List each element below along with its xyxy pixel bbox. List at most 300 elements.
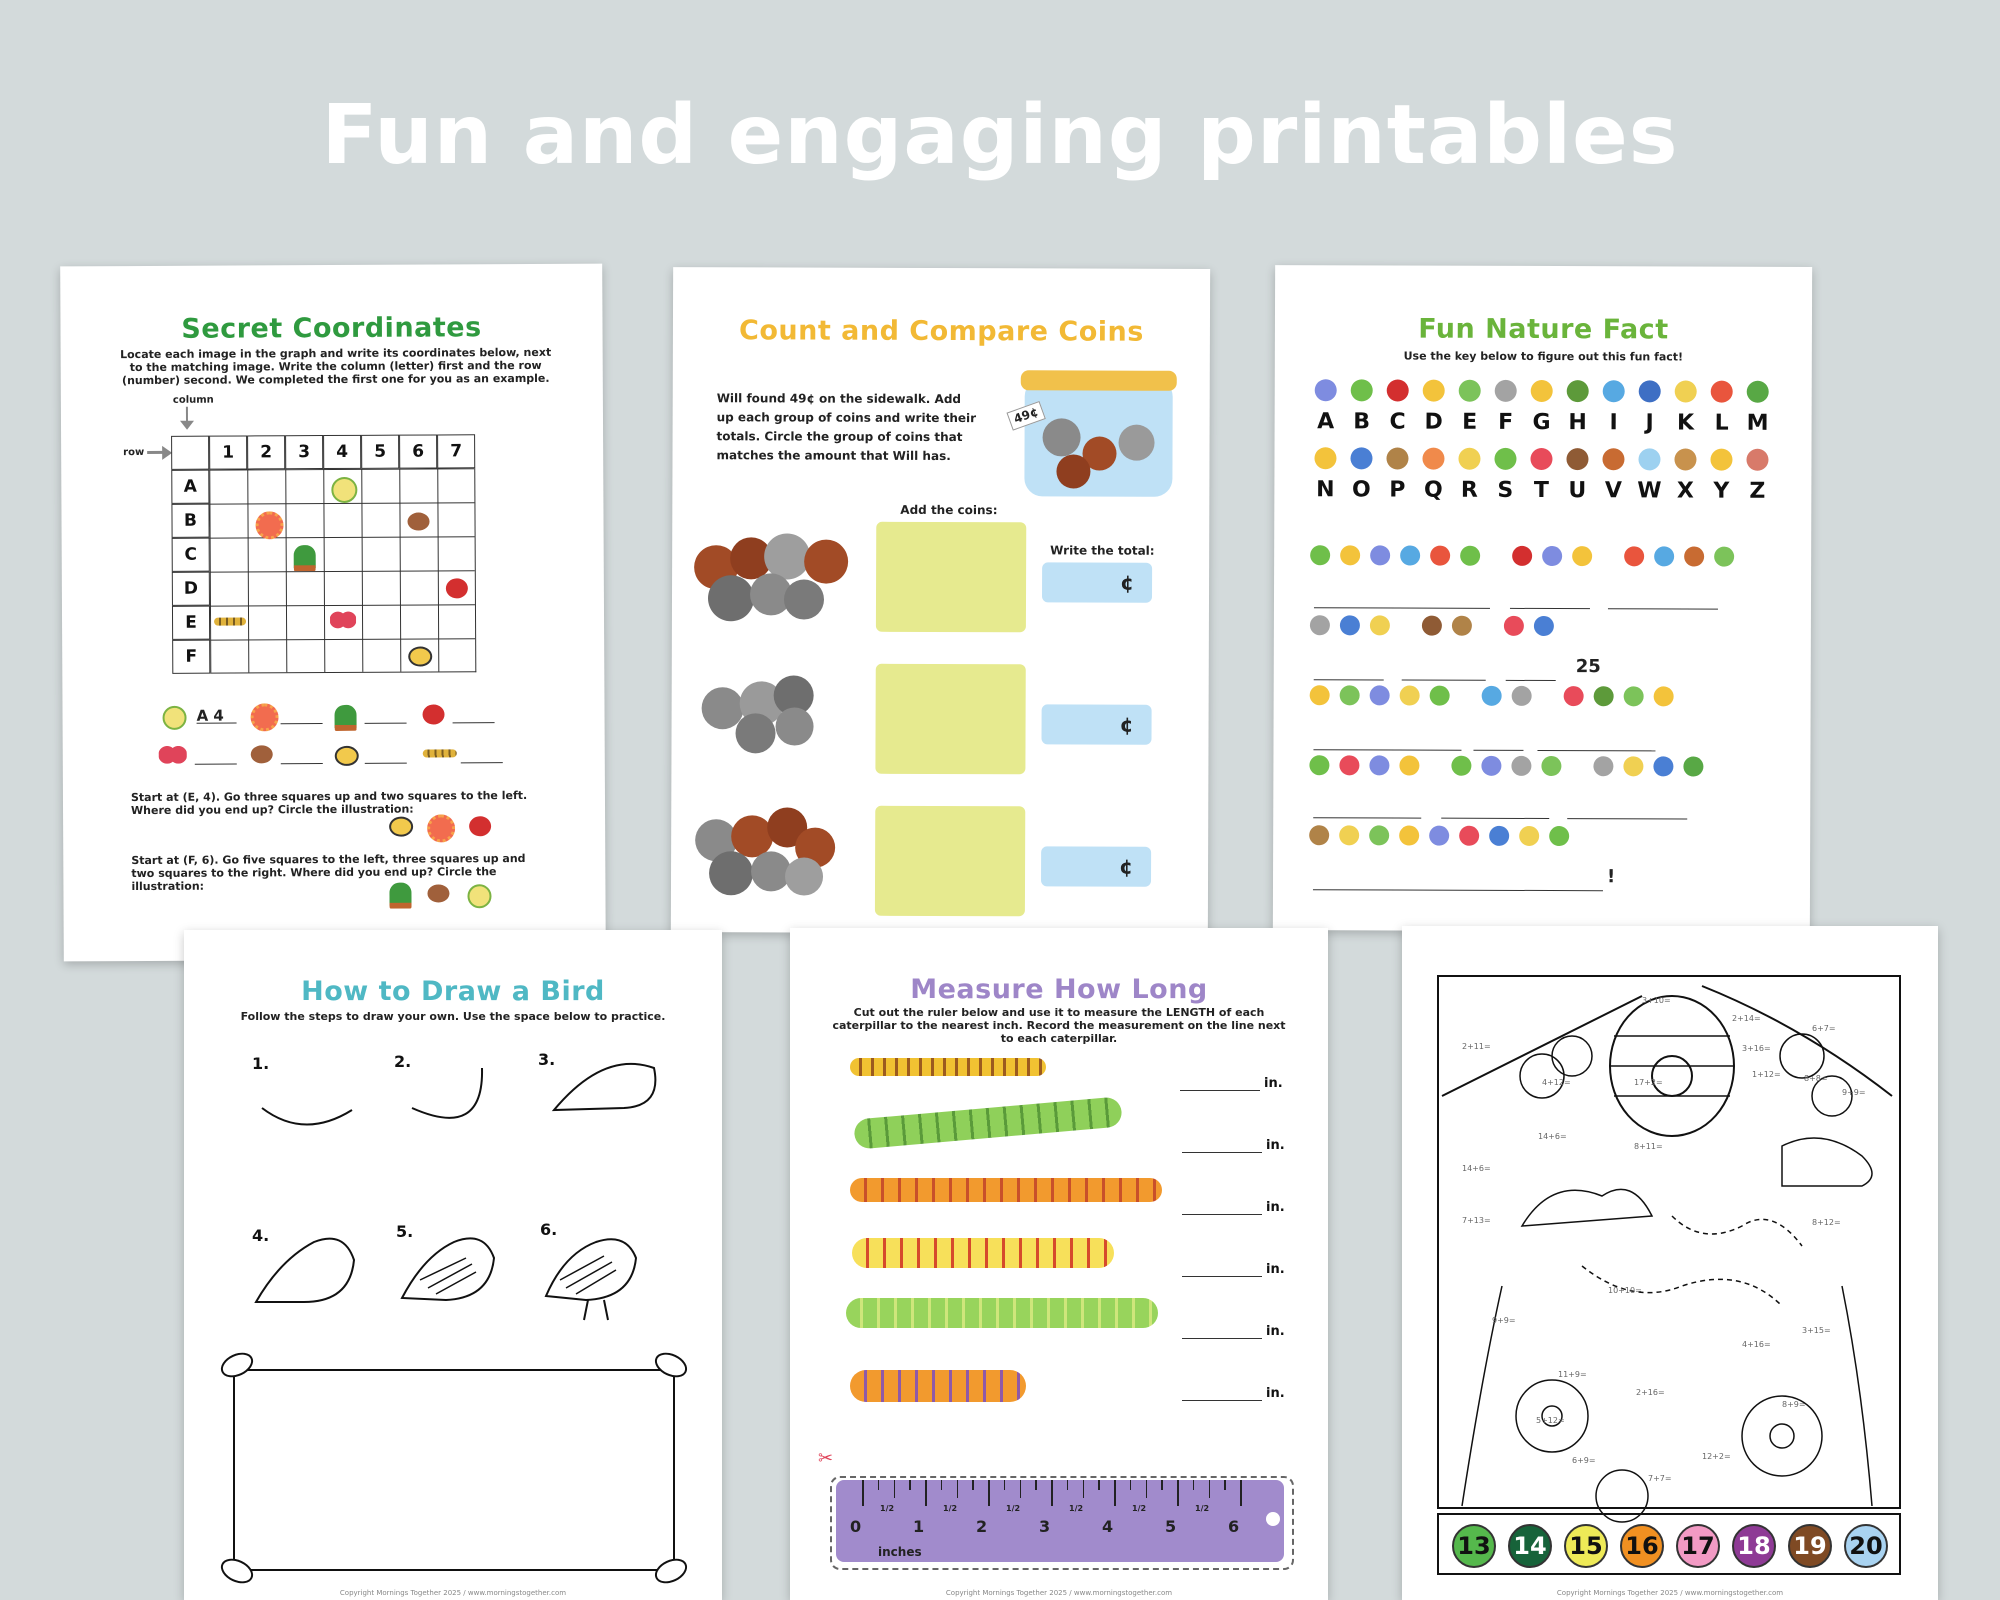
red-flower-icon xyxy=(250,703,278,731)
equation-label: 8+8= xyxy=(1804,1074,1828,1083)
equation-label: 2+16= xyxy=(1636,1388,1665,1397)
key-letter: A xyxy=(1317,409,1335,435)
color-key-swatch: 20 xyxy=(1844,1524,1888,1568)
puzzle-symbol-icon xyxy=(1370,685,1390,705)
sheet-title: Measure How Long xyxy=(910,974,1208,1005)
ruler-tick xyxy=(1083,1480,1085,1498)
ruler-half-label: 1/2 xyxy=(880,1504,895,1513)
bee-icon xyxy=(335,746,359,766)
total-input[interactable]: ¢ xyxy=(1041,704,1151,744)
sheet-draw-bird[interactable] xyxy=(184,930,722,1600)
measure-line[interactable] xyxy=(1182,1276,1262,1277)
color-key-swatch: 17 xyxy=(1676,1524,1720,1568)
grid-row-header: E xyxy=(172,606,210,640)
red-flower-icon[interactable] xyxy=(427,814,455,842)
puzzle-symbol-icon xyxy=(1541,756,1561,776)
color-key-swatch: 14 xyxy=(1508,1524,1552,1568)
key-symbol-icon xyxy=(1602,448,1624,470)
color-key-swatch: 15 xyxy=(1564,1524,1608,1568)
flower-icon[interactable] xyxy=(467,884,491,908)
ruler-label: inches xyxy=(878,1545,922,1559)
puzzle-symbol-icon xyxy=(1400,546,1420,566)
sheet-count-coins[interactable] xyxy=(671,267,1210,934)
coin-sum-box[interactable] xyxy=(875,664,1025,775)
sheet-title: How to Draw a Bird xyxy=(301,976,605,1007)
key-letter: F xyxy=(1498,409,1514,435)
measure-line[interactable] xyxy=(1182,1152,1262,1153)
key-symbol-icon xyxy=(1422,448,1444,470)
key-symbol-icon xyxy=(1494,448,1516,470)
key-letter: B xyxy=(1353,409,1371,435)
puzzle-symbol-icon xyxy=(1339,755,1359,775)
equation-label: 6+7= xyxy=(1812,1024,1836,1033)
equation-label: 14+6= xyxy=(1538,1132,1567,1141)
puzzle-symbol-icon xyxy=(1549,826,1569,846)
ruler-half-label: 1/2 xyxy=(1195,1504,1210,1513)
key-symbol-icon xyxy=(1710,449,1732,471)
ruler-tick xyxy=(1035,1480,1037,1490)
sheet-nature-fact[interactable] xyxy=(1273,265,1812,932)
puzzle-symbol-icon xyxy=(1564,686,1584,706)
grid-col-header: 7 xyxy=(437,434,475,468)
key-symbol-icon xyxy=(1675,380,1697,402)
puzzle-symbol-icon xyxy=(1399,826,1419,846)
unit-label: in. xyxy=(1266,1262,1285,1277)
coin-sum-box[interactable] xyxy=(876,522,1026,633)
sheet-instructions: Cut out the ruler below and use it to measure the LENGTH of each caterpillar to the nearest inch. Record the measurement on the line next to each caterpillar. xyxy=(832,1006,1286,1045)
puzzle-symbol-icon xyxy=(1429,826,1449,846)
grid-col-header: 6 xyxy=(399,434,437,468)
key-letter: S xyxy=(1497,477,1514,503)
sheet-color-by-number[interactable] xyxy=(1402,926,1938,1600)
puzzle-symbol-icon xyxy=(1370,615,1390,635)
puzzle-symbol-icon xyxy=(1309,825,1329,845)
equation-label: 5+12= xyxy=(1536,1416,1565,1425)
puzzle-symbol-icon xyxy=(1512,686,1532,706)
ruler-half-label: 1/2 xyxy=(943,1504,958,1513)
color-key-swatch: 19 xyxy=(1788,1524,1832,1568)
ladybug-icon xyxy=(422,704,444,724)
copyright: Copyright Mornings Together 2025 / www.morningstogether.com xyxy=(945,1589,1173,1597)
sheet-title: Secret Coordinates xyxy=(181,312,482,345)
bee-icon xyxy=(408,646,432,666)
quarter-icon xyxy=(708,575,754,621)
equation-label: 9+9= xyxy=(1492,1316,1516,1325)
key-letter: U xyxy=(1568,478,1587,504)
end-mark: ! xyxy=(1606,866,1616,888)
quarter-icon xyxy=(709,851,753,895)
equation-label: 10+10= xyxy=(1608,1286,1642,1295)
sheet-measure[interactable] xyxy=(790,928,1328,1600)
puzzle-symbol-icon xyxy=(1430,546,1450,566)
puzzle-symbol-icon xyxy=(1534,616,1554,636)
puzzle-symbol-icon xyxy=(1504,616,1524,636)
equation-label: 14+6= xyxy=(1462,1164,1491,1173)
ladybug-icon[interactable] xyxy=(469,816,491,836)
puzzle-symbol-icon xyxy=(1593,756,1613,776)
ruler-tick xyxy=(1209,1480,1211,1498)
color-key-swatch: 16 xyxy=(1620,1524,1664,1568)
key-letter: H xyxy=(1568,410,1587,436)
ruler-tick xyxy=(925,1480,927,1506)
column-label: column xyxy=(172,394,214,406)
butterfly-icon xyxy=(159,746,187,764)
red-flower-icon xyxy=(255,511,283,539)
key-symbol-icon xyxy=(1315,379,1337,401)
potted-plant-icon[interactable] xyxy=(389,883,411,909)
unit-label: in. xyxy=(1264,1076,1283,1091)
caterpillar-icon xyxy=(846,1298,1158,1328)
potted-plant-icon xyxy=(294,545,316,571)
equation-label: 4+12= xyxy=(1542,1078,1571,1087)
caterpillar-icon xyxy=(214,617,246,625)
scissors-icon: ✂ xyxy=(818,1448,834,1469)
sheet-secret-coordinates[interactable] xyxy=(60,264,606,962)
equation-label: 4+16= xyxy=(1742,1340,1771,1349)
equation-label: 9+9= xyxy=(1842,1088,1866,1097)
answer-line[interactable] xyxy=(365,723,407,724)
beetle-icon xyxy=(251,745,273,763)
key-letter: Q xyxy=(1423,477,1443,503)
caterpillar-icon xyxy=(423,749,457,757)
sheet-title: Count and Compare Coins xyxy=(738,315,1144,348)
key-icons-row-2 xyxy=(1310,445,1780,473)
equation-label: 8+9= xyxy=(1782,1400,1806,1409)
caterpillar-icon xyxy=(850,1370,1026,1402)
ruler-tick xyxy=(878,1480,880,1490)
equation-label: 2+11= xyxy=(1462,1042,1491,1051)
measure-line[interactable] xyxy=(1182,1338,1262,1339)
ruler-tick xyxy=(1177,1480,1179,1506)
nickel-icon xyxy=(735,713,775,753)
measure-line[interactable] xyxy=(1182,1214,1262,1215)
coin-icon xyxy=(1118,425,1154,461)
key-icons-row-1 xyxy=(1311,377,1781,405)
answer-line[interactable] xyxy=(281,763,323,764)
ruler-tick xyxy=(1098,1480,1100,1490)
puzzle-symbol-icon xyxy=(1653,756,1673,776)
key-symbol-icon xyxy=(1567,380,1589,402)
measure-line[interactable] xyxy=(1180,1090,1260,1091)
coins-intro: Will found 49¢ on the sidewalk. Add up each group of coins and write their totals. Circle the group of coins that matches the amount that Will has. xyxy=(716,391,977,464)
answer-line[interactable] xyxy=(1473,750,1523,751)
key-symbol-icon xyxy=(1566,448,1588,470)
key-symbol-icon xyxy=(1639,380,1661,402)
puzzle-symbol-icon xyxy=(1370,545,1390,565)
key-letter: M xyxy=(1746,410,1769,436)
puzzle-symbol-icon xyxy=(1511,756,1531,776)
puzzle-symbol-icon xyxy=(1684,546,1704,566)
step-number: 1. xyxy=(252,1054,270,1073)
ruler-tick xyxy=(894,1480,896,1498)
ruler-tick xyxy=(1240,1480,1242,1506)
equation-label: 8+11= xyxy=(1634,1142,1663,1151)
answer-line[interactable] xyxy=(453,722,495,723)
key-symbol-icon xyxy=(1747,381,1769,403)
coin-icon xyxy=(1056,454,1090,488)
number-clue: 25 xyxy=(1575,656,1601,678)
butterfly-icon xyxy=(330,611,356,629)
puzzle-symbol-icon xyxy=(1623,756,1643,776)
hero-title: Fun and engaging printables xyxy=(321,88,1679,183)
beetle-icon[interactable] xyxy=(427,884,449,902)
key-symbol-icon xyxy=(1459,380,1481,402)
ruler-tick xyxy=(972,1480,974,1490)
puzzle-symbol-icon xyxy=(1340,545,1360,565)
grid-col-header: 2 xyxy=(247,435,285,469)
puzzle-symbol-icon xyxy=(1489,826,1509,846)
key-symbol-icon xyxy=(1423,380,1445,402)
key-symbol-icon xyxy=(1746,449,1768,471)
key-symbol-icon xyxy=(1531,380,1553,402)
step-number: 4. xyxy=(252,1226,270,1245)
key-letter: Y xyxy=(1713,478,1730,504)
ruler-half-label: 1/2 xyxy=(1132,1504,1147,1513)
key-letter: L xyxy=(1714,410,1729,436)
sheet-title: Fun Nature Fact xyxy=(1418,313,1669,346)
puzzle-symbol-icon xyxy=(1309,755,1329,775)
puzzle-symbol-icon xyxy=(1339,825,1359,845)
equation-label: 7+13= xyxy=(1462,1216,1491,1225)
ruler-tick xyxy=(1130,1480,1132,1490)
puzzle-symbol-icon xyxy=(1624,546,1644,566)
copyright: Copyright Mornings Together 2025 / www.morningstogether.com xyxy=(339,1589,567,1597)
key-symbol-icon xyxy=(1638,448,1660,470)
dime-icon xyxy=(784,579,824,619)
caterpillar-icon xyxy=(850,1178,1162,1202)
puzzle-symbol-icon xyxy=(1369,755,1389,775)
ruler-tick xyxy=(1051,1480,1053,1506)
puzzle-symbol-icon xyxy=(1714,547,1734,567)
ruler-tick xyxy=(1193,1480,1195,1490)
key-symbol-icon xyxy=(1495,380,1517,402)
puzzle-symbol-icon xyxy=(1519,826,1539,846)
equation-label: 7+7= xyxy=(1648,1474,1672,1483)
ruler-number: 1 xyxy=(913,1517,925,1536)
puzzle-area xyxy=(1309,545,1780,917)
ruler-tick xyxy=(1146,1480,1148,1498)
answer-line[interactable] xyxy=(365,763,407,764)
measure-line[interactable] xyxy=(1182,1400,1262,1401)
key-letters-row-1 xyxy=(1311,409,1781,439)
key-letters-row-2 xyxy=(1310,477,1780,507)
add-coins-label: Add the coins: xyxy=(900,502,998,518)
ruler-number: 2 xyxy=(976,1517,988,1536)
key-letter: V xyxy=(1604,478,1622,504)
puzzle-symbol-icon xyxy=(1482,686,1502,706)
ruler-tick xyxy=(1224,1480,1226,1490)
grid-col-header: 4 xyxy=(323,435,361,469)
grid-corner xyxy=(171,436,209,470)
grid-col-header: 5 xyxy=(361,435,399,469)
key-symbol-icon xyxy=(1530,448,1552,470)
ruler-tick xyxy=(909,1480,911,1490)
row-label: row xyxy=(123,446,145,459)
puzzle-symbol-icon xyxy=(1400,686,1420,706)
ruler-tick xyxy=(988,1480,990,1506)
key-symbol-icon xyxy=(1314,447,1336,469)
grid-col-header: 3 xyxy=(285,435,323,469)
puzzle-symbol-icon xyxy=(1451,756,1471,776)
answer-line[interactable] xyxy=(281,723,323,724)
unit-label: in. xyxy=(1266,1200,1285,1215)
key-letter: E xyxy=(1462,409,1478,435)
write-total-label: Write the total: xyxy=(1050,543,1155,558)
penny-icon xyxy=(804,540,848,584)
unit-label: in. xyxy=(1266,1386,1285,1401)
key-symbol-icon xyxy=(1351,379,1373,401)
bee-icon[interactable] xyxy=(389,817,413,837)
ruler-tick xyxy=(941,1480,943,1490)
puzzle-symbol-icon xyxy=(1654,546,1674,566)
puzzle-symbol-icon xyxy=(1340,685,1360,705)
equation-label: 12+2= xyxy=(1702,1452,1731,1461)
grid-row-header: A xyxy=(171,470,209,504)
color-key xyxy=(1448,1522,1898,1570)
puzzle-symbol-icon xyxy=(1430,686,1450,706)
puzzle-symbol-icon xyxy=(1310,685,1330,705)
potted-plant-icon xyxy=(334,705,356,731)
key-letter: W xyxy=(1637,478,1662,504)
total-input[interactable]: ¢ xyxy=(1042,562,1152,602)
equation-label: 1+12= xyxy=(1752,1070,1781,1079)
ruler-tick xyxy=(1067,1480,1069,1490)
flower-icon xyxy=(162,706,186,730)
puzzle-symbol-icon xyxy=(1572,546,1592,566)
caterpillar-icon xyxy=(853,1096,1123,1149)
unit-label: in. xyxy=(1266,1324,1285,1339)
ruler-number: 5 xyxy=(1165,1517,1177,1536)
key-letter: C xyxy=(1389,409,1406,435)
key-letter: O xyxy=(1351,477,1371,503)
grid-row-header: C xyxy=(172,538,210,572)
equation-label: 3+16= xyxy=(1742,1044,1771,1053)
puzzle-symbol-icon xyxy=(1310,615,1330,635)
key-letter: G xyxy=(1532,409,1551,436)
step-number: 6. xyxy=(540,1220,558,1239)
ruler-number: 0 xyxy=(850,1517,862,1536)
ruler-tick xyxy=(1004,1480,1006,1490)
unit-label: in. xyxy=(1266,1138,1285,1153)
grid-row-header: D xyxy=(172,572,210,606)
step-number: 3. xyxy=(538,1050,556,1069)
ruler-half-label: 1/2 xyxy=(1006,1504,1021,1513)
step-number: 5. xyxy=(396,1222,414,1241)
question-2: Start at (F, 6). Go five squares to the left, three squares up and two squares to the right. Where did you end up? Circle the illustration: xyxy=(131,851,526,894)
key-letter: N xyxy=(1316,477,1335,503)
flower-icon xyxy=(331,477,357,503)
puzzle-symbol-icon xyxy=(1481,756,1501,776)
caterpillar-icon xyxy=(850,1058,1046,1076)
total-input[interactable]: ¢ xyxy=(1041,846,1151,886)
key-letter: P xyxy=(1389,477,1406,503)
puzzle-symbol-icon xyxy=(1683,756,1703,776)
copyright: Copyright Mornings Together 2025 / www.morningstogether.com xyxy=(1556,1589,1784,1597)
key-symbol-icon xyxy=(1387,379,1409,401)
ruler-number: 3 xyxy=(1039,1517,1051,1536)
key-symbol-icon xyxy=(1386,447,1408,469)
puzzle-symbol-icon xyxy=(1654,686,1674,706)
equation-label: 8+12= xyxy=(1812,1218,1841,1227)
row-arrow-icon xyxy=(147,451,163,454)
puzzle-symbol-icon xyxy=(1452,616,1472,636)
sheet-instructions: Use the key below to figure out this fun fact! xyxy=(1403,349,1684,364)
answer-line[interactable] xyxy=(1506,680,1556,681)
jar-lid-icon xyxy=(1021,370,1177,391)
puzzle-symbol-icon xyxy=(1512,546,1532,566)
key-symbol-icon xyxy=(1603,380,1625,402)
key-letter: J xyxy=(1645,410,1654,436)
equation-label: 11+9= xyxy=(1558,1370,1587,1379)
equation-label: 3+15= xyxy=(1802,1326,1831,1335)
color-key-swatch: 13 xyxy=(1452,1524,1496,1568)
ruler-tick xyxy=(1161,1480,1163,1490)
answer-line[interactable] xyxy=(461,762,503,763)
ruler-number: 4 xyxy=(1102,1517,1114,1536)
key-letter: R xyxy=(1460,477,1478,503)
ruler-tick xyxy=(1020,1480,1022,1498)
ruler-tick xyxy=(1114,1480,1116,1506)
ruler-half-label: 1/2 xyxy=(1069,1504,1084,1513)
puzzle-symbol-icon xyxy=(1340,615,1360,635)
answer-line[interactable] xyxy=(195,764,237,765)
equation-labels xyxy=(1402,926,1938,1526)
sheet-instructions: Follow the steps to draw your own. Use the space below to practice. xyxy=(240,1010,666,1023)
column-arrow-head-icon xyxy=(180,421,194,430)
key-letter: K xyxy=(1677,410,1695,436)
coin-sum-box[interactable] xyxy=(875,806,1025,917)
dime-icon xyxy=(775,707,813,745)
ladybug-icon xyxy=(446,578,468,598)
puzzle-symbol-icon xyxy=(1460,546,1480,566)
key-symbol-icon xyxy=(1458,448,1480,470)
sheet-instructions: Locate each image in the graph and write its coordinates below, next to the matching image. Write the column (letter) first and the row (number) second. We completed the first one for you as an example. xyxy=(120,345,552,388)
key-symbol-icon xyxy=(1350,447,1372,469)
key-letter: Z xyxy=(1749,478,1766,504)
beetle-icon xyxy=(407,512,429,530)
example-answer: A 4 xyxy=(197,710,237,724)
jar-price-tag: 49¢ xyxy=(1006,401,1045,431)
ruler-tick xyxy=(862,1480,864,1506)
key-letter: X xyxy=(1676,478,1694,504)
equation-label: 17+2= xyxy=(1634,1078,1663,1087)
puzzle-symbol-icon xyxy=(1594,686,1614,706)
ruler-hole-icon xyxy=(1266,1512,1280,1526)
puzzle-symbol-icon xyxy=(1459,826,1479,846)
puzzle-symbol-icon xyxy=(1369,825,1389,845)
equation-label: 2+14= xyxy=(1732,1014,1761,1023)
bird-steps-drawing xyxy=(184,930,722,1600)
color-key-swatch: 18 xyxy=(1732,1524,1776,1568)
grid-row-header: F xyxy=(172,640,210,674)
question-1: Start at (E, 4). Go three squares up and two squares to the left. Where did you end up? Circle the illustration: xyxy=(130,788,528,818)
puzzle-symbol-icon xyxy=(1542,546,1562,566)
grid-col-header: 1 xyxy=(209,435,247,469)
puzzle-symbol-icon xyxy=(1422,616,1442,636)
ruler-number: 6 xyxy=(1228,1517,1240,1536)
step-number: 2. xyxy=(394,1052,412,1071)
puzzle-symbol-icon xyxy=(1310,545,1330,565)
key-letter: D xyxy=(1424,409,1443,435)
ruler-tick xyxy=(957,1480,959,1498)
key-letter: I xyxy=(1609,410,1618,436)
puzzle-symbol-icon xyxy=(1624,686,1644,706)
equation-label: 3+10= xyxy=(1642,996,1671,1005)
key-symbol-icon xyxy=(1674,448,1696,470)
key-symbol-icon xyxy=(1711,381,1733,403)
equation-label: 6+9= xyxy=(1572,1456,1596,1465)
caterpillar-icon xyxy=(852,1238,1114,1268)
